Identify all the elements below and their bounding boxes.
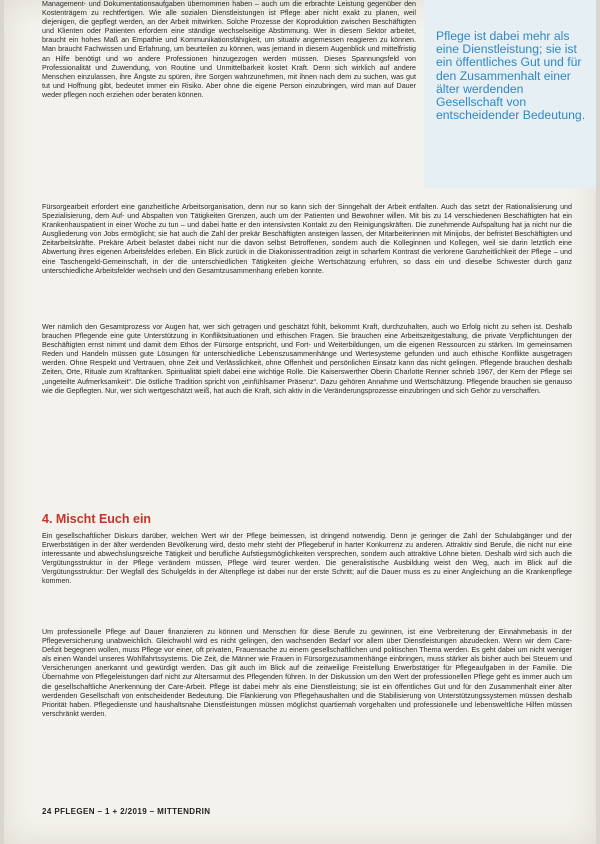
page-footer <box>42 807 210 816</box>
paragraph-4: Ein gesellschaftlicher Diskurs darüber, welchen Wert wir der Pflege beimessen, ist dringend notwendig. Denn je geringer die Zahl der Schulabgänger und der Erwerbstätigen in der älter werdenden Bevölkerung wird, desto mehr steht der Pflegeberuf in harter Konkurrenz zu anderen. Attraktiv sind Berufe, die nicht nur eine interessante und abwechslungsreiche Tätigkeit und berufliche Aufstiegsmöglichkeiten versprechen, sondern auch attraktive Löhne bieten. Deshalb wird sich auch die Vergütungsstruktur in der Pflege verändern müssen, Pflege wird teurer werden. Die generalistische Ausbildung weist den Weg, auch im Blick auf die Vergütungsstruktur: Der Wegfall des Schulgelds in der Altenpflege ist dabei nur der erste Schritt; auf die Dauer muss es zu einer Angleichung an die Krankenpflege kommen. <box>42 532 572 586</box>
paragraph-3-block <box>42 323 572 501</box>
paragraph-5-block <box>42 628 572 800</box>
pull-quote: Pflege ist dabei mehr als eine Dienstleistung; sie ist ein öffentliches Gut und für den Zusammenhalt einer älter werdenden Gesellschaft von entscheidender Bedeutung. <box>436 29 586 123</box>
pull-quote-box <box>424 0 596 188</box>
magazine-page <box>4 0 596 844</box>
top-text-column <box>42 0 416 200</box>
paragraph-4-block <box>42 532 572 624</box>
magazine-issue: PFLEGEN – 1 + 2/2019 – <box>54 807 155 816</box>
section-name: MITTENDRIN <box>154 807 211 816</box>
paragraph-2: Fürsorgearbeit erfordert eine ganzheitliche Arbeitsorganisation, denn nur so kann sich der Sinngehalt der Arbeit entfalten. Auch das setzt der Rationalisierung und Spezialisierung, dem Auf- und Abspalten von Tätigkeiten Grenzen, auch um der Patienten und Bewohner willen. Mit bis zu 14 verschiedenen Beschäftigten hat ein Krankenhauspatient in einer Woche zu tun – und dabei hatte er den intensivsten Kontakt zu den Reinigungskräften. Die zunehmende Aufspaltung hat ja nicht nur die Ausgliederung von Jobs ermöglicht; sie hat auch die Zahl der prekär Beschäftigten ansteigen lassen, der Mitarbeiterinnen mit Minijobs, der befristet Beschäftigten und Zeitarbeitskräfte. Prekäre Arbeit belastet dabei nicht nur die davon selbst Betroffenen, sondern auch die Kolleginnen und Kollegen, weil sie darin letztlich eine Abwertung ihres eigenen Arbeitsfeldes erleben. Ein Blick zurück in die Diakonissentradition zeigt in scharfem Kontrast die verlorene Ganzheitlichkeit der Pflege – und eine Taschengeld-Gemeinschaft, in der die unterschiedlichen Tätigkeiten gleiche Wertschätzung erfuhren, so dass ein und dieselbe Schwester durch ganz unterschiedliche Arbeitsfelder wechseln und den Gesamtzusammenhang erleben konnte. <box>42 203 572 275</box>
paragraph-5: Um professionelle Pflege auf Dauer finanzieren zu können und Menschen für diese Berufe zu gewinnen, ist eine Verbreiterung der Einnahmebasis in der Pflegeversicherung unabweichlich. Gleichwohl wird es nicht gelingen, den wachsenden Bedarf vor allem über Dienstleistungen abzudecken. Wenn wir dem Care-Defizit begegnen wollen, muss Pflege vor einer, oft privaten, Frauensache zu einem gesellschaftlichen und politischen Thema werden. Es geht dabei um nicht weniger als einen Wandel unseres Wohlfahrtssystems. Die Zeit, die Männer wie Frauen in Fürsorgezusammenhänge einbringen, muss stärker als bisher auch bei Steuern und Versicherungen anerkannt und gewürdigt werden. Das gilt auch im Blick auf die zeitweilige Freistellung Erwerbstätiger für Pflegeaufgaben in der Familie. Die Übernahme von Pflegeleistungen darf nicht zur Altersarmut des Pflegenden führen. In der Diskussion um den Wert der professionellen Pflege geht es immer auch um die gesellschaftliche Anerkennung der Care-Arbeit. Pflege ist dabei mehr als eine Dienstleistung; sie ist ein öffentliches Gut und für den Zusammenhalt einer älter werdenden Gesellschaft von entscheidender Bedeutung. Die Flankierung von Pflegehaushalten und die Stabilisierung von Unterstützungssystemen müssen deshalb Priorität haben. Pflegedienste und haushaltsnahe Dienstleistungen müssen möglichst quartiernah vorgehalten und professionelle und lebensweltliche Hilfen müssen verschränkt werden. <box>42 628 572 718</box>
page-number: 24 <box>42 807 52 816</box>
paragraph-2-block <box>42 203 572 319</box>
paragraph-3: Wer nämlich den Gesamtprozess vor Augen hat, wer sich getragen und geschätzt fühlt, bekommt Kraft, durchzuhalten, auch wo Erfolg nicht zu sehen ist. Deshalb brauchen Pflegende eine gute Unterstützung in Konfliktsituationen und ethischen Fragen. Sie brauchen eine Arbeitszeitgestaltung, die private Verpflichtungen der Beschäftigten ernst nimmt und damit dem Ethos der Fürsorge entspricht, und Fort- und Weiterbildungen, um die eigenen Ressourcen zu stärken. Im gemeinsamen Reden und Handeln müssen gute Lösungen für unterschiedliche Lebenszusammenhänge und Wertesysteme gefunden und auch ethische Konflikte ausgetragen werden. Ohne Respekt und Vertrauen, ohne Zeit und Verlässlichkeit, ohne Offenheit und persönlichen Einsatz kann das nicht gelingen. Pflegende brauchen deshalb Zeiten, Orte, Rituale zum Krafttanken. Spiritualität spielt dabei eine wichtige Rolle. Die Kaiserswerther Oberin Charlotte Renner schrieb 1967, der Kern der Pflege sei „ungeteilte Aufmerksamkeit“. Die östliche Tradition spricht von „einfühlsamer Präsenz“. Dazu gehören Annahme und Wertschätzung. Pflegende brauchen sie genauso wie die Gepflegten. Nur, wer sich wertgeschätzt weiß, hat auch die Kraft, sich aktiv in die Veränderungsprozesse einzubringen und sich Gehör zu verschaffen. <box>42 323 572 395</box>
paragraph-1: Management- und Dokumentationsaufgaben übernommen haben – auch um die erbrachte Leistung gegenüber den Kostenträgern zu rechtfertigen. Wie alle sozialen Dienstleistungen ist Pflege aber nicht exakt zu planen, weil diejenigen, die gepflegt werden, an der Arbeit mitwirken. Solche Prozesse der Koproduktion zwischen Beschäftigten und Klienten oder Patienten erfordern eine ständige wechselseitige Abstimmung. Wer in diesem Sektor arbeitet, braucht ein hohes Maß an Empathie und Kommunikationsfähigkeit, um situativ angemessen reagieren zu können. Man braucht Fachwissen und Erfahrung, um beurteilen zu können, was jemand in diesem Augenblick und mittelfristig an Hilfe benötigt und wo andere Professionen hinzugezogen werden müssen. Dieses Spannungsfeld von Professionalität und Zuwendung, von Routine und Unmittelbarkeit kostet Kraft. Denn sich wirklich auf andere Menschen einzulassen, ihre Ängste zu spüren, ihre Sorgen wahrzunehmen, mit ihnen nach dem zu suchen, was gut tut und Hoffnung gibt, bedeutet immer ein Risiko. Aber ohne die eigene Person einzubringen, wird man auf Dauer weder pflegen noch erziehen oder beraten können. <box>42 0 416 99</box>
section-heading: 4. Mischt Euch ein <box>42 512 152 526</box>
